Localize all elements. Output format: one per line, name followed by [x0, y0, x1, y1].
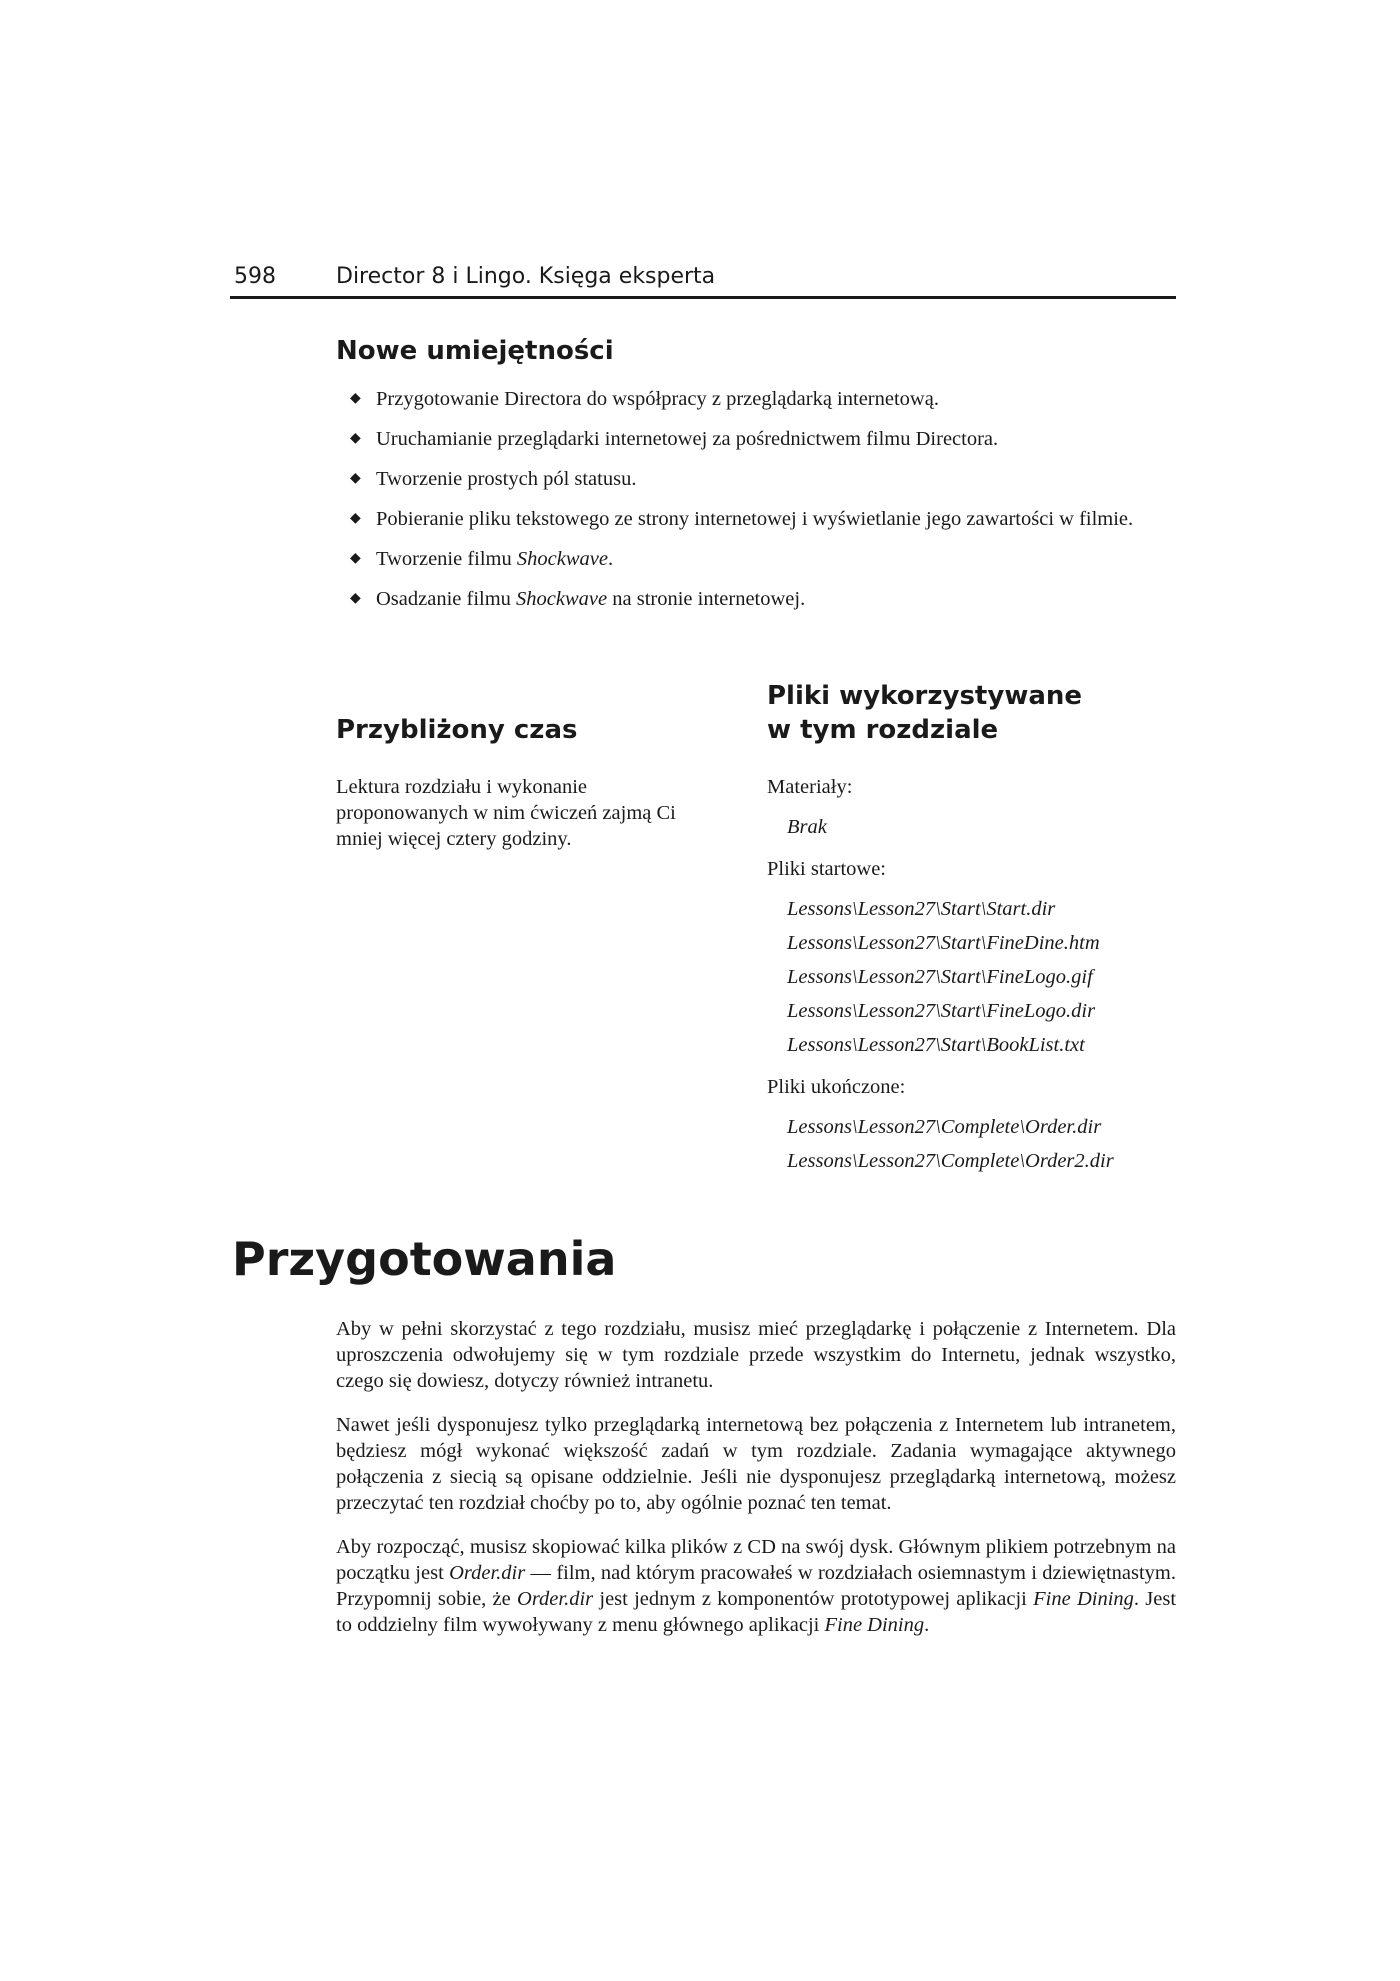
skill-text-after: . — [607, 548, 614, 570]
files-block — [767, 774, 1187, 1190]
files-heading-line1: Pliki wykorzystywane — [767, 681, 1083, 711]
complete-file-item: Lessons\Lesson27\Complete\Order.dir — [787, 1116, 1102, 1138]
p3-italic-1: Order.dir — [449, 1562, 526, 1584]
p3-text-3: jest jednym z komponentów prototypowej aplikacji — [593, 1588, 1034, 1610]
complete-file-item: Lessons\Lesson27\Complete\Order2.dir — [787, 1150, 1114, 1172]
files-heading — [767, 679, 1177, 747]
skill-text: Tworzenie filmu — [376, 548, 517, 570]
start-file-item: Lessons\Lesson27\Start\Start.dir — [787, 898, 1056, 920]
start-file-item: Lessons\Lesson27\Start\FineLogo.gif — [787, 966, 1093, 988]
diamond-bullet-icon: ◆ — [350, 471, 361, 486]
p3-italic-3: Fine Dining — [1033, 1588, 1134, 1610]
skill-text: Pobieranie pliku tekstowego ze strony internetowej i wyświetlanie jego zawartości w filmie. — [376, 508, 1134, 530]
skill-italic-text: Shockwave — [516, 548, 608, 570]
complete-files-group — [767, 1074, 1187, 1178]
start-file-item: Lessons\Lesson27\Start\BookList.txt — [787, 1034, 1085, 1056]
complete-files-label: Pliki ukończone: — [767, 1076, 906, 1098]
approx-time-heading: Przybliżony czas — [336, 715, 578, 745]
files-heading-line2: w tym rozdziale — [767, 715, 999, 745]
new-skills-heading: Nowe umiejętności — [336, 336, 614, 366]
diamond-bullet-icon: ◆ — [350, 431, 361, 446]
diamond-bullet-icon: ◆ — [350, 591, 361, 606]
skill-text: Osadzanie filmu — [376, 588, 517, 610]
preparation-heading: Przygotowania — [232, 1232, 617, 1286]
diamond-bullet-icon: ◆ — [350, 511, 361, 526]
material-item: Brak — [787, 816, 827, 838]
skill-text-after: na stronie internetowej. — [607, 588, 806, 610]
page-number: 598 — [234, 264, 276, 289]
diamond-bullet-icon: ◆ — [350, 551, 361, 566]
header-rule — [230, 296, 1176, 299]
paragraph-2: Nawet jeśli dysponujesz tylko przeglądarką internetową bez połączenia z Internetem lub intranetem, będziesz mógł wykonać większość zadań w tym rozdziale. Zadania wymagające aktywnego połączenia z siecią są opisane oddzielnie. Jeśli nie dysponujesz przeglądarką internetową, możesz przeczytać ten rozdział choćby po to, aby ogólnie poznać ten temat. — [336, 1414, 1176, 1514]
paragraph-1: Aby w pełni skorzystać z tego rozdziału, musisz mieć przeglądarkę i połączenie z Internetem. Dla uproszczenia odwołujemy się w tym rozdziale przede wszystkim do Internetu, jednak wszystko, czego się dowiesz, dotyczy również intranetu. — [336, 1318, 1176, 1392]
p3-text-5: . — [924, 1614, 930, 1636]
book-title: Director 8 i Lingo. Księga eksperta — [336, 264, 716, 289]
start-files-group — [767, 856, 1187, 1062]
start-file-item: Lessons\Lesson27\Start\FineLogo.dir — [787, 1000, 1096, 1022]
start-file-item: Lessons\Lesson27\Start\FineDine.htm — [787, 932, 1100, 954]
skill-item — [336, 586, 1166, 612]
complete-files-list — [767, 1110, 1187, 1178]
p3-text-4: . Jest to oddzielny film wywoływany z menu głównego aplikacji — [336, 1588, 1177, 1636]
preparation-body — [336, 1316, 1176, 1656]
skill-item — [336, 386, 1166, 412]
skill-text: Uruchamianie przeglądarki internetowej za pośrednictwem filmu Directora. — [376, 428, 999, 450]
approx-time-text: Lektura rozdziału i wykonanie proponowanych w nim ćwiczeń zajmą Ci mniej więcej cztery godziny. — [336, 776, 676, 850]
materials-label: Materiały: — [767, 776, 853, 798]
skill-item — [336, 546, 1166, 572]
p3-italic-4: Fine Dining — [824, 1614, 925, 1636]
skill-item — [336, 426, 1166, 452]
start-files-list — [767, 892, 1187, 1062]
materials-list — [767, 810, 1187, 844]
materials-group — [767, 774, 1187, 844]
skill-italic-text: Shockwave — [516, 588, 608, 610]
p3-italic-2: Order.dir — [517, 1588, 594, 1610]
skill-item — [336, 466, 1166, 492]
start-files-label: Pliki startowe: — [767, 858, 887, 880]
skill-item — [336, 506, 1166, 532]
diamond-bullet-icon: ◆ — [350, 391, 361, 406]
p3-text-2: — film, nad którym pracowałeś w rozdziałach osiemnastym i dziewiętnastym. Przypomnij sobie, że — [336, 1562, 1176, 1610]
p3-text-1: Aby rozpocząć, musisz skopiować kilka plików z CD na swój dysk. Głównym plikiem potrzebnym na początku jest — [336, 1536, 1176, 1584]
paragraph-3 — [336, 1534, 1176, 1638]
skill-text: Przygotowanie Directora do współpracy z przeglądarką internetową. — [376, 388, 939, 410]
skill-text: Tworzenie prostych pól statusu. — [376, 468, 637, 490]
skills-list — [336, 386, 1166, 626]
